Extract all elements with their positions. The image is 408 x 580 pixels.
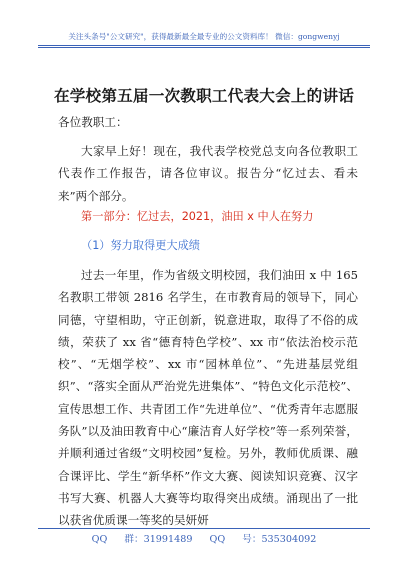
body-paragraph: 过去一年里，作为省级文明校园，我们油田 x 中 165 名教职工带领 2816 名学生，在市教育局的领导下，同心同德，守望相助，守正创新，锐意进取，取得了不俗的成绩，荣获了 xx 省“德育特色学校”、xx 市“依法治校示范校”、“无烟学校”、xx 市“园林单位”、“先进基层党组织”、“落实全面从严治党先进集体”、“特色文化示范校”、宣传思想工作、共青团工作“先进单位”、“优秀青年志愿服务队”以及油田教育中心“廉洁育人好学校”等一系列荣誉，并顺利通过省级“文明校园”复检。另外，教师优质课、融合课评比、学生“新华杯”作文大赛、阅读知识竞赛、汉字书写大赛、机器人大赛等均取得突出成绩。涌现出了一批以获省优质课一等奖的吴妍妍 (58, 268, 358, 528)
footer-rule (38, 528, 370, 529)
footer-contact: QQ 群：31991489 QQ 号：535304092 (91, 534, 317, 545)
section-heading: 第一部分：忆过去，2021，油田 x 中人在努力 (81, 210, 314, 223)
salutation: 各位教职工： (58, 115, 128, 129)
header-rule-double (38, 47, 370, 48)
document-title: 在学校第五届一次教职工代表大会上的讲话 (53, 86, 355, 105)
intro-paragraph: 大家早上好！现在，我代表学校党总支向各位教职工代表作工作报告，请各位审议。报告分“忆过去、看未来”两个部分。 (58, 144, 358, 203)
header-rule (38, 45, 370, 46)
subheading: （1）努力取得更大成绩 (81, 239, 200, 252)
header-banner: 关注头条号"公文研究"，获得最新最全最专业的公文资料库！ 微信：gongwenyj (68, 32, 340, 41)
